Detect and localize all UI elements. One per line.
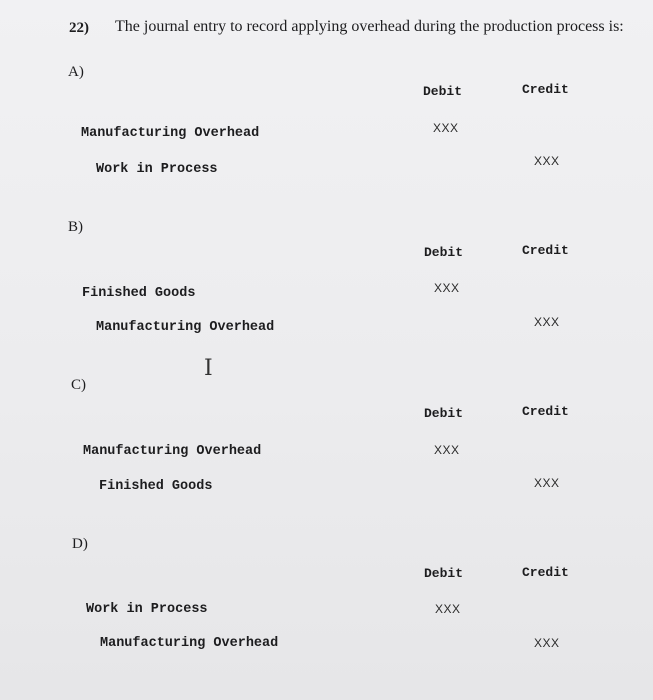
debit-header: Debit [424, 566, 464, 581]
credit-account: Finished Goods [99, 479, 213, 494]
debit-account: Manufacturing Overhead [81, 126, 260, 141]
credit-account: Manufacturing Overhead [100, 636, 279, 651]
credit-account: Work in Process [96, 162, 218, 177]
option-label: C) [71, 377, 86, 393]
debit-amount: XXX [435, 602, 461, 616]
credit-amount: XXX [534, 476, 560, 490]
option-label: A) [68, 64, 84, 80]
debit-header: Debit [423, 84, 463, 99]
debit-account: Finished Goods [82, 286, 196, 301]
credit-amount: XXX [534, 154, 560, 168]
credit-header: Credit [522, 565, 569, 580]
credit-account: Manufacturing Overhead [96, 320, 275, 335]
question-text: The journal entry to record applying overhead during the production process is: [115, 18, 624, 35]
debit-amount: XXX [434, 443, 460, 457]
option-label: D) [72, 536, 88, 552]
debit-account: Manufacturing Overhead [83, 444, 262, 459]
credit-amount: XXX [534, 636, 560, 650]
debit-amount: XXX [434, 281, 460, 295]
debit-account: Work in Process [86, 602, 208, 617]
text-cursor-icon: I [204, 356, 213, 381]
credit-header: Credit [522, 82, 569, 97]
debit-header: Debit [424, 406, 464, 421]
debit-header: Debit [424, 245, 464, 260]
credit-header: Credit [522, 404, 569, 419]
credit-header: Credit [522, 243, 569, 258]
option-label: B) [68, 219, 83, 235]
question-number: 22) [69, 20, 89, 36]
debit-amount: XXX [433, 121, 459, 135]
credit-amount: XXX [534, 315, 560, 329]
